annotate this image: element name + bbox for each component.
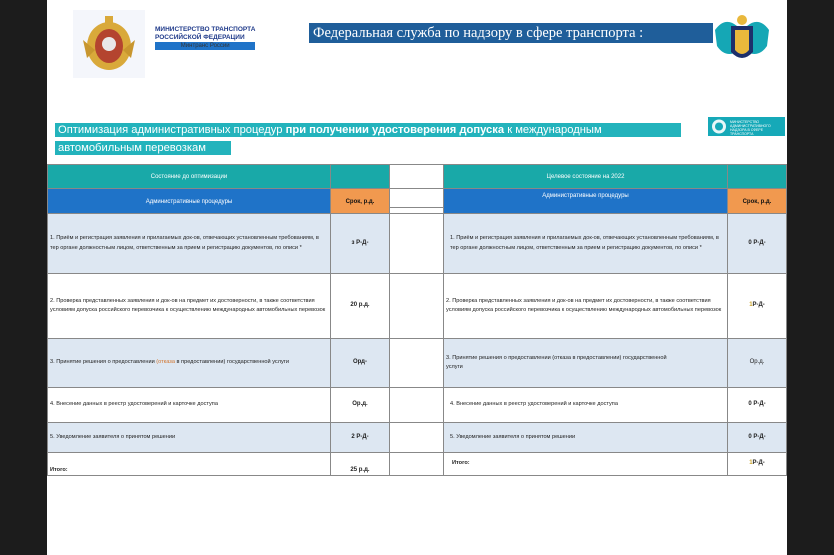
total-label: Итого: [452,460,470,467]
presentation-slide [47,0,787,555]
total-digit: 1 [749,460,753,467]
right-term-header: Срок, р.д. [727,188,787,214]
right-row-1-text: 1. Приём и регистрация заявления и прилагаемых док-ов, отвечающих установленным требованиям, в тер органе должностным лицом, ответственным за прием и регистрацию документов, по описи * [443,213,728,274]
left-row-2-text: 2. Проверка представленных заявления и док-ов на предмет их достоверности, в также соответствия условиям допуска российского перевозчика к осуществлению международных автомобильных перевозок [47,273,331,339]
row-text: 3. Принятие решения о предоставлении [50,359,157,366]
row-text: в предоставлении) государственной услуги [174,359,289,366]
right-row-3-text: 3. Принятие решения о предоставлении (отказа в предоставлении) государственной услуги [443,338,728,388]
ministry-line: МИНИСТЕРСТВО ТРАНСПОРТА [155,26,256,33]
left-row-5-term: 2 Р-Д- [330,422,390,453]
left-row-1-text: 1. Приём и регистрация заявления и прилагаемых док-ов, отвечающих установленным требованиям, в тер органе должностным лицом, ответственным за прием и регистрацию документов, по описи * [47,213,331,274]
left-row-3-text [47,338,331,388]
left-row-5-text: 5. Уведомление заявителя о принятом решении [47,422,331,453]
mini-logo-line: НАДЗОРА В СФЕРЕ [730,128,764,132]
mini-logo [708,117,785,136]
right-row-4-term: 0 Р-Д- [727,387,787,423]
right-row-2-term [727,273,787,339]
right-header [443,164,728,189]
gap-cell [389,213,444,274]
rostransnadzor-emblem-icon [711,12,773,68]
title-bold-text: при получении удостоверения допуска [285,124,505,136]
title-text: Оптимизация административных процедур [58,124,286,136]
slide-title [55,120,685,156]
comparison-table [47,164,787,476]
right-proc-header [443,188,728,214]
right-total-label [443,452,728,476]
ministry-emblem-icon [73,10,145,78]
left-row-3-term: Орд- [330,338,390,388]
total-unit: Р-Д- [752,460,765,467]
gap-cell [389,338,444,388]
right-header-term [727,164,787,189]
mini-logo-line: АДМИНИСТРАТИВНОГО [730,124,771,128]
left-row-2-term: 20 р.д. [330,273,390,339]
left-total-term [330,452,390,476]
gap-cell [389,273,444,339]
gap-cell [389,422,444,453]
row-text-accent: (отказа [156,359,175,366]
gap-cell [389,188,444,208]
title-text: к международным [504,124,602,136]
left-header: Состояние до оптимизации [47,164,331,189]
mini-logo-text [730,120,771,136]
right-row-2-text: 2. Проверка представленных заявления и док-ов на предмет их достоверности, в также соответствия условиям допуска российского перевозчика к осуществлению международных автомобильных перевозок [443,273,728,339]
ministry-name [155,26,255,50]
gap-cell [389,387,444,423]
left-proc-header: Административные процедуры [47,188,331,214]
mini-emblem-icon [710,118,728,135]
title-line-1 [55,123,681,137]
ministry-line: РОССИЙСКОЙ ФЕДЕРАЦИИ [155,34,245,41]
left-header-term [330,164,390,189]
gap-cell [389,164,444,189]
right-total-term [727,452,787,476]
right-row-5-text: 5. Уведомление заявителя о принятом решении [443,422,728,453]
gap-cell [389,452,444,476]
term-unit: Р-Д- [752,302,765,309]
right-row-3-term: Ор.д. [727,338,787,388]
left-row-1-term: з Р-Д- [330,213,390,274]
left-term-header: Срок, р.д. [330,188,390,214]
total-value: 25 р.д. [350,466,370,473]
ministry-short-name: Минтранс России [155,42,255,50]
right-proc-header-text: Административные процедуры [542,193,629,199]
mini-logo-line: МИНИСТЕРСТВО [730,120,760,124]
left-row-4-term: Ор.д. [330,387,390,423]
term-digit: 1 [749,302,753,309]
total-label: Итого: [50,466,68,473]
service-title-banner: Федеральная служба по надзору в сфере транспорта : [309,23,713,43]
right-row-4-text: 4. Внесение данных в реестр удостоверений и карточке доступа [443,387,728,423]
right-row-5-term: 0 Р-Д- [727,422,787,453]
right-header-text: Целевое состояние на 2022 [546,174,625,180]
left-total-label [47,452,331,476]
title-line-2: автомобильным перевозкам [55,141,231,155]
left-row-4-text: 4. Внесение данных в реестр удостоверений и карточке доступа [47,387,331,423]
mini-logo-line: ТРАНСПОРТА [730,132,754,136]
right-row-1-term: 0 Р-Д- [727,213,787,274]
